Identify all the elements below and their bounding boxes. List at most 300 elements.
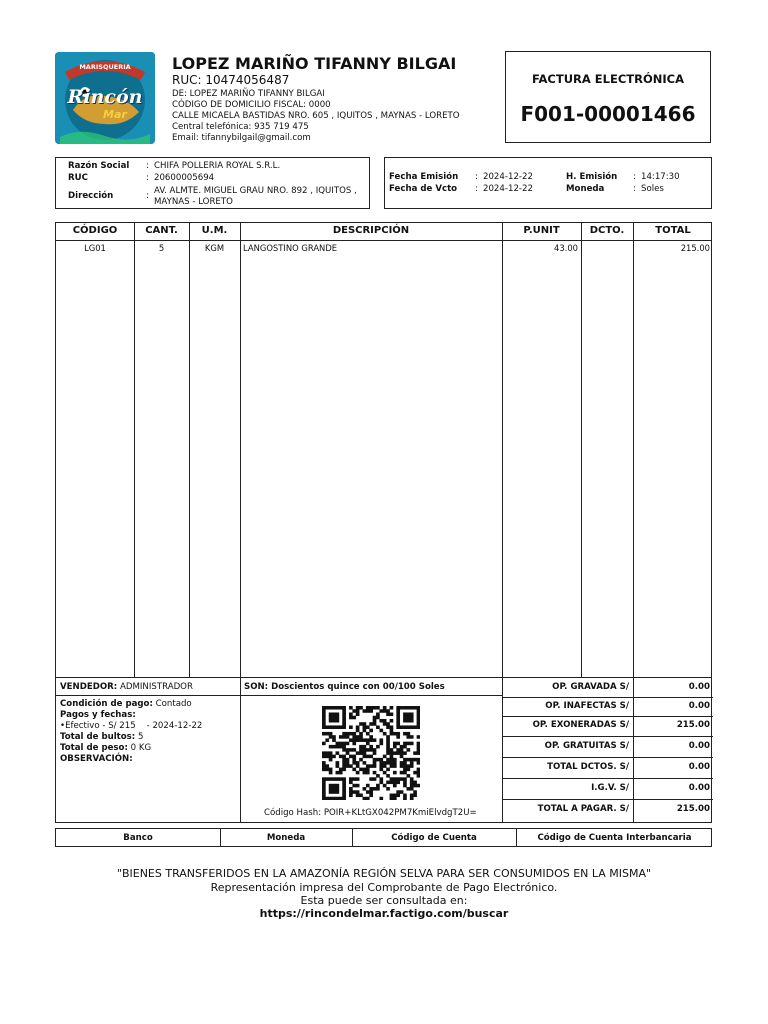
qr-module — [322, 719, 326, 723]
qr-module — [336, 719, 340, 723]
hora-label: H. Emisión — [566, 172, 618, 182]
qr-module — [396, 706, 400, 710]
qr-module — [352, 768, 356, 772]
qr-module — [346, 742, 350, 746]
qr-module — [376, 706, 380, 710]
qr-module — [390, 748, 394, 752]
qr-module — [322, 790, 326, 794]
item-total: 215.00 — [680, 243, 710, 253]
condicion-value: Contado — [155, 699, 192, 709]
footer-url[interactable]: https://rincondelmar.factigo.com/buscar — [259, 907, 509, 920]
qr-module — [339, 771, 343, 775]
total-peso — [60, 743, 151, 753]
qr-module — [379, 709, 383, 713]
bank-header-cci: Código de Cuenta Interbancaria — [537, 833, 692, 843]
qr-module — [383, 706, 387, 710]
qr-module — [390, 751, 394, 755]
qr-module — [373, 738, 377, 742]
qr-module — [417, 722, 420, 726]
bank-header-cuenta: Código de Cuenta — [391, 833, 477, 843]
qr-module — [373, 748, 377, 752]
qr-module — [413, 771, 417, 775]
qr-module — [386, 735, 390, 739]
qr-module — [329, 725, 333, 729]
qr-module — [363, 745, 367, 749]
qr-module — [329, 790, 333, 794]
qr-module — [325, 706, 329, 710]
qr-module — [352, 755, 356, 759]
qr-module — [342, 732, 346, 736]
qr-module — [366, 764, 370, 768]
qr-module — [390, 712, 394, 716]
qr-module — [400, 771, 404, 775]
qr-module — [342, 787, 346, 791]
qr-module — [366, 797, 370, 800]
qr-module — [376, 758, 380, 762]
qr-module — [329, 768, 333, 772]
qr-module — [366, 748, 370, 752]
qr-module — [417, 716, 420, 720]
qr-module — [342, 722, 346, 726]
qr-module — [349, 706, 353, 710]
qr-module — [342, 725, 346, 729]
qr-module — [383, 761, 387, 765]
qr-module — [373, 722, 377, 726]
qr-module — [383, 764, 387, 768]
col-divider — [633, 223, 634, 677]
qr-module — [413, 706, 417, 710]
qr-module — [366, 725, 370, 729]
footer-representacion: Representación impresa del Comprobante de Pago Electrónico. — [210, 881, 558, 894]
qr-module — [346, 761, 350, 765]
qr-module — [363, 761, 367, 765]
qr-module — [417, 784, 420, 788]
qr-module — [342, 748, 346, 752]
qr-module — [417, 771, 420, 775]
qr-module — [359, 735, 363, 739]
qr-module — [396, 748, 400, 752]
qr-module — [396, 716, 400, 720]
qr-module — [410, 758, 414, 762]
qr-module — [417, 742, 420, 746]
qr-module — [329, 735, 333, 739]
qr-module — [369, 729, 373, 733]
qr-module — [322, 706, 326, 710]
qr-module — [390, 719, 394, 723]
observacion-label: OBSERVACIÓN: — [60, 754, 133, 764]
qr-module — [406, 735, 410, 739]
dir-label: Dirección — [68, 191, 114, 201]
qr-module — [349, 781, 353, 785]
qr-module — [332, 738, 336, 742]
razon-colon: : — [146, 161, 149, 171]
qr-module — [393, 797, 397, 800]
qr-module — [379, 761, 383, 765]
qr-module — [417, 719, 420, 723]
qr-module — [386, 738, 390, 742]
qr-module — [356, 725, 360, 729]
qr-module — [322, 764, 326, 768]
qr-module — [373, 719, 377, 723]
company-address: CALLE MICAELA BASTIDAS NRO. 605 , IQUITOS , MAYNAS - LORETO — [172, 111, 460, 121]
header-punit: P.UNIT — [523, 225, 560, 236]
qr-module — [332, 716, 336, 720]
total-label: OP. INAFECTAS S/ — [545, 701, 629, 711]
qr-module — [417, 706, 420, 710]
header-dcto: DCTO. — [589, 225, 625, 236]
total-row — [503, 737, 713, 758]
qr-module — [329, 745, 333, 749]
qr-module — [373, 777, 377, 781]
qr-module — [386, 722, 390, 726]
qr-module — [406, 706, 410, 710]
qr-module — [386, 751, 390, 755]
qr-module — [339, 725, 343, 729]
qr-module — [332, 784, 336, 788]
qr-module — [349, 777, 353, 781]
qr-module — [410, 781, 414, 785]
bank-header-banco: Banco — [123, 833, 153, 843]
total-row — [503, 800, 713, 822]
emision-value: 2024-12-22 — [483, 172, 533, 182]
qr-module — [403, 777, 407, 781]
qr-module — [359, 722, 363, 726]
qr-module — [383, 771, 387, 775]
qr-module — [363, 768, 367, 772]
qr-module — [413, 758, 417, 762]
qr-module — [406, 774, 410, 778]
qr-module — [342, 758, 346, 762]
qr-module — [352, 777, 356, 781]
qr-module — [363, 751, 367, 755]
son-text: SON: Doscientos quince con 00/100 Soles — [244, 682, 445, 692]
qr-module — [403, 712, 407, 716]
qr-module — [339, 745, 343, 749]
qr-module — [373, 787, 377, 791]
qr-module — [332, 735, 336, 739]
qr-module — [356, 794, 360, 798]
qr-module — [383, 722, 387, 726]
qr-module — [336, 777, 340, 781]
qr-module — [406, 742, 410, 746]
qr-module — [346, 764, 350, 768]
qr-module — [322, 742, 326, 746]
qr-module — [332, 725, 336, 729]
qr-module — [369, 794, 373, 798]
qr-module — [417, 735, 420, 739]
qr-module — [342, 761, 346, 765]
qr-module — [400, 790, 404, 794]
qr-module — [400, 764, 404, 768]
qr-module — [379, 729, 383, 733]
qr-module — [403, 768, 407, 772]
qr-module — [379, 777, 383, 781]
qr-module — [336, 764, 340, 768]
qr-module — [393, 784, 397, 788]
qr-module — [322, 751, 326, 755]
qr-module — [383, 709, 387, 713]
qr-module — [403, 771, 407, 775]
condicion-pago — [60, 699, 192, 709]
qr-module — [413, 794, 417, 798]
qr-module — [366, 790, 370, 794]
qr-module — [396, 709, 400, 713]
qr-module — [342, 797, 346, 800]
qr-module — [373, 706, 377, 710]
qr-module — [383, 719, 387, 723]
qr-module — [356, 735, 360, 739]
qr-module — [342, 784, 346, 788]
qr-module — [359, 745, 363, 749]
qr-module — [417, 758, 420, 762]
razon-label: Razón Social — [68, 161, 130, 171]
qr-module — [393, 761, 397, 765]
qr-module — [406, 732, 410, 736]
qr-module — [369, 748, 373, 752]
peso-label: Total de peso: — [60, 743, 128, 753]
qr-module — [359, 738, 363, 742]
qr-module — [356, 706, 360, 710]
item-codigo: LG01 — [84, 243, 106, 253]
qr-module — [339, 755, 343, 759]
qr-module — [352, 716, 356, 720]
qr-module — [410, 794, 414, 798]
qr-module — [352, 742, 356, 746]
qr-module — [396, 732, 400, 736]
qr-module — [406, 719, 410, 723]
qr-module — [417, 745, 420, 749]
qr-module — [417, 768, 420, 772]
qr-module — [322, 732, 326, 736]
qr-module — [349, 738, 353, 742]
qr-module — [349, 748, 353, 752]
qr-module — [383, 755, 387, 759]
col-divider — [581, 223, 582, 677]
qr-module — [410, 784, 414, 788]
qr-module — [390, 725, 394, 729]
qr-module — [339, 777, 343, 781]
qr-module — [359, 706, 363, 710]
qr-module — [406, 712, 410, 716]
qr-module — [342, 706, 346, 710]
qr-module — [376, 712, 380, 716]
qr-module — [342, 735, 346, 739]
qr-module — [369, 722, 373, 726]
qr-module — [359, 758, 363, 762]
qr-module — [349, 725, 353, 729]
total-value: 215.00 — [676, 720, 710, 730]
qr-module — [336, 742, 340, 746]
qr-module — [356, 751, 360, 755]
qr-module — [413, 790, 417, 794]
qr-module — [352, 735, 356, 739]
qr-module — [386, 774, 390, 778]
qr-module — [336, 712, 340, 716]
qr-module — [369, 709, 373, 713]
qr-module — [390, 777, 394, 781]
qr-module — [410, 712, 414, 716]
qr-module — [363, 722, 367, 726]
vcto-value: 2024-12-22 — [483, 184, 533, 194]
qr-module — [363, 738, 367, 742]
qr-module — [329, 716, 333, 720]
qr-module — [373, 764, 377, 768]
qr-module — [322, 712, 326, 716]
qr-module — [386, 761, 390, 765]
qr-module — [386, 748, 390, 752]
qr-module — [396, 777, 400, 781]
dates-box — [384, 157, 712, 209]
qr-module — [325, 755, 329, 759]
qr-module — [369, 790, 373, 794]
qr-module — [356, 729, 360, 733]
qr-module — [386, 742, 390, 746]
qr-module — [366, 742, 370, 746]
dir-value-1: AV. ALMTE. MIGUEL GRAU NRO. 892 , IQUITOS , — [154, 186, 357, 196]
client-ruc-colon: : — [146, 173, 149, 183]
qr-module — [410, 777, 414, 781]
logo-main-text: Rincón — [67, 86, 143, 108]
company-logo — [55, 52, 155, 144]
qr-module — [417, 709, 420, 713]
qr-module — [352, 784, 356, 788]
total-label: OP. GRATUITAS S/ — [544, 741, 629, 751]
qr-module — [349, 794, 353, 798]
qr-module — [366, 732, 370, 736]
qr-module — [417, 751, 420, 755]
vendedor-value: ADMINISTRADOR — [119, 682, 193, 692]
qr-module — [403, 725, 407, 729]
qr-module — [376, 745, 380, 749]
qr-graphic — [322, 706, 420, 800]
qr-module — [342, 712, 346, 716]
qr-module — [393, 742, 397, 746]
total-label: I.G.V. S/ — [591, 783, 629, 793]
vendedor — [60, 682, 193, 692]
qr-module — [417, 761, 420, 765]
bultos-value: 5 — [137, 732, 144, 742]
qr-module — [390, 706, 394, 710]
qr-module — [410, 797, 414, 800]
col-divider — [134, 223, 135, 677]
qr-module — [403, 751, 407, 755]
qr-module — [363, 725, 367, 729]
qr-module — [329, 732, 333, 736]
qr-module — [322, 781, 326, 785]
item-um: KGM — [204, 243, 225, 253]
item-descripcion: LANGOSTINO GRANDE — [243, 243, 338, 253]
qr-module — [410, 735, 414, 739]
qr-module — [403, 794, 407, 798]
qr-module — [332, 797, 336, 800]
client-box — [55, 157, 370, 209]
item-punit: 43.00 — [554, 243, 578, 253]
qr-module — [342, 764, 346, 768]
qr-module — [403, 758, 407, 762]
qr-module — [325, 797, 329, 800]
qr-module — [329, 706, 333, 710]
client-ruc-value: 20600005694 — [154, 173, 215, 183]
qr-module — [386, 725, 390, 729]
qr-module — [386, 781, 390, 785]
hora-colon: : — [633, 172, 636, 182]
qr-module — [410, 725, 414, 729]
qr-module — [383, 732, 387, 736]
qr-module — [366, 755, 370, 759]
qr-module — [400, 755, 404, 759]
qr-module — [400, 706, 404, 710]
qr-module — [413, 781, 417, 785]
qr-module — [386, 768, 390, 772]
qr-module — [332, 745, 336, 749]
item-cant: 5 — [158, 243, 165, 253]
qr-module — [329, 771, 333, 775]
pagos-label: Pagos y fechas: — [60, 710, 136, 720]
emision-colon: : — [475, 172, 478, 182]
qr-module — [386, 709, 390, 713]
summary-hline — [56, 695, 502, 696]
total-value: 0.00 — [688, 783, 710, 793]
bank-table — [55, 828, 712, 847]
qr-module — [339, 797, 343, 800]
qr-module — [379, 758, 383, 762]
bank-header-moneda: Moneda — [266, 833, 306, 843]
qr-module — [379, 719, 383, 723]
qr-module — [417, 725, 420, 729]
total-value: 215.00 — [676, 804, 710, 814]
qr-module — [339, 706, 343, 710]
qr-module — [403, 764, 407, 768]
qr-module — [359, 768, 363, 772]
footer-amazonia: "BIENES TRANSFERIDOS EN LA AMAZONÍA REGIÓN SELVA PARA SER CONSUMIDOS EN LA MISMA" — [116, 867, 652, 880]
razon-value: CHIFA POLLERIA ROYAL S.R.L. — [154, 161, 281, 171]
col-divider — [502, 223, 503, 677]
qr-module — [363, 748, 367, 752]
qr-module — [346, 735, 350, 739]
qr-module — [332, 719, 336, 723]
qr-module — [332, 790, 336, 794]
qr-module — [332, 706, 336, 710]
qr-module — [403, 797, 407, 800]
qr-module — [400, 761, 404, 765]
qr-module — [366, 738, 370, 742]
qr-module — [379, 781, 383, 785]
qr-module — [379, 764, 383, 768]
total-value: 0.00 — [688, 762, 710, 772]
invoice-box — [505, 51, 711, 143]
qr-module — [359, 748, 363, 752]
qr-module — [369, 755, 373, 759]
qr-module — [336, 716, 340, 720]
qr-module — [332, 787, 336, 791]
qr-module — [332, 712, 336, 716]
qr-module — [369, 738, 373, 742]
qr-module — [325, 738, 329, 742]
emision-label: Fecha Emisión — [389, 172, 459, 182]
qr-module — [396, 794, 400, 798]
qr-module — [329, 797, 333, 800]
qr-module — [322, 716, 326, 720]
qr-module — [325, 768, 329, 772]
qr-module — [356, 777, 360, 781]
moneda-colon: : — [633, 184, 636, 194]
company-domicilio: CÓDIGO DE DOMICILIO FISCAL: 0000 — [172, 100, 331, 110]
qr-module — [366, 771, 370, 775]
qr-module — [410, 761, 414, 765]
qr-module — [352, 761, 356, 765]
qr-module — [352, 748, 356, 752]
qr-module — [396, 751, 400, 755]
